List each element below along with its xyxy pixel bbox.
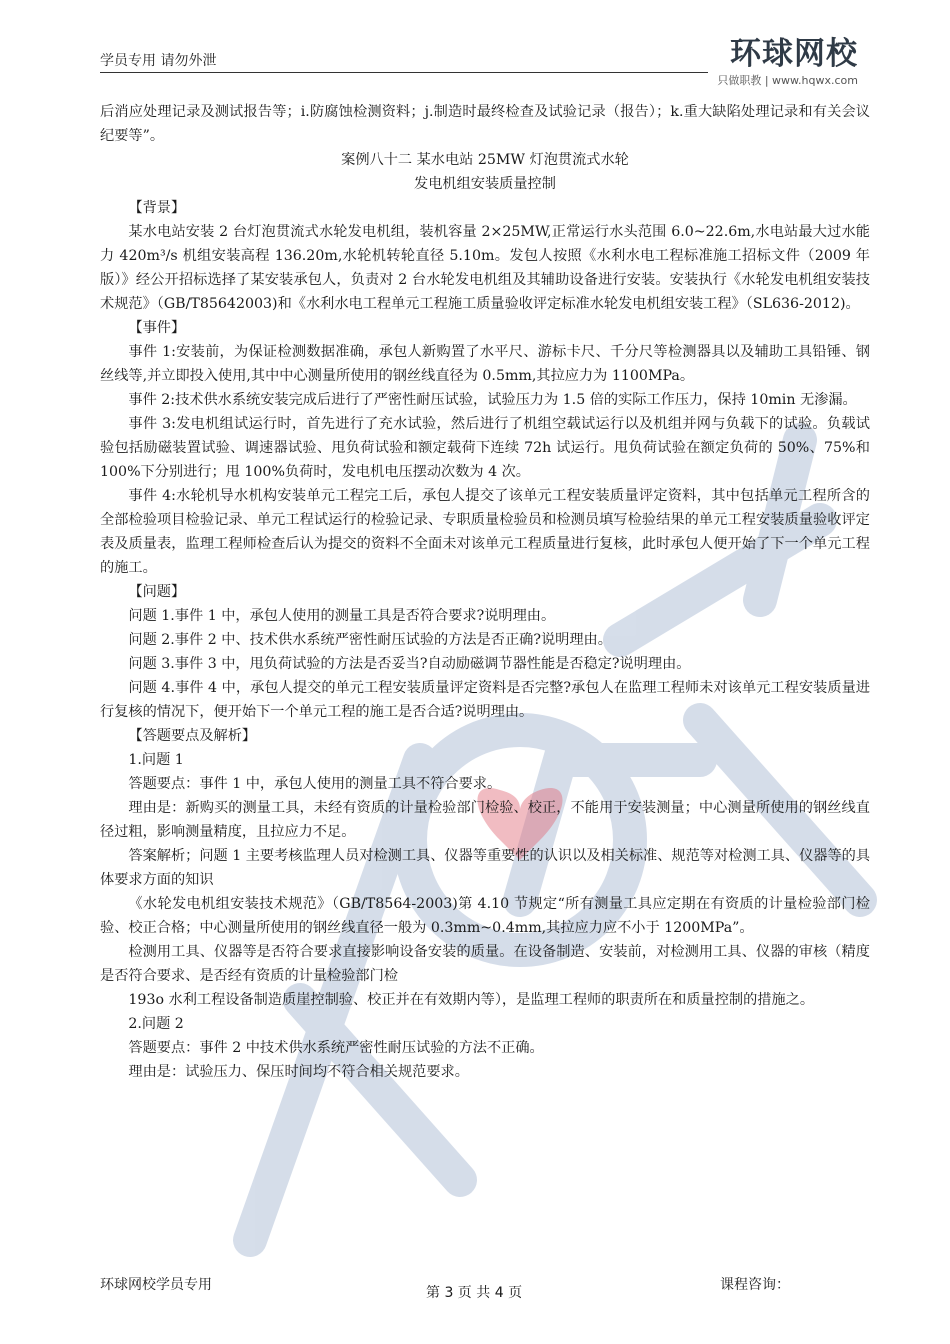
document-body — [100, 100, 870, 1084]
body-paragraph: 【问题】 — [128, 584, 186, 600]
page-number: 第 3 页 共 4 页 — [426, 1285, 523, 1301]
body-paragraph: 【背景】 — [128, 200, 186, 216]
body-paragraph: 答题要点：事件 2 中技术供水系统严密性耐压试验的方法不正确。 — [128, 1040, 544, 1056]
body-paragraph: 问题 1.事件 1 中，承包人使用的测量工具是否符合要求?说明理由。 — [128, 608, 556, 624]
footer-left-label: 环球网校学员专用 — [100, 1277, 212, 1293]
body-paragraph: 理由是：新购买的测量工具，未经有资质的计量检验部门检验、校正，不能用于安装测量；中心测量所使用的钢丝线直径过粗，影响测量精度，且拉应力不足。 — [100, 800, 870, 840]
body-paragraph: 【事件】 — [128, 320, 186, 336]
body-paragraph: 193o 水利工程设备制造质崖控制验、校正并在有效期内等），是监理工程师的职责所在和质量控制的措施之。 — [128, 992, 815, 1008]
body-paragraph: 检测用工具、仪器等是否符合要求直接影响设备安装的质量。在设备制造、安装前，对检测用工具、仪器的审核（精度是否符合要求、是否经有资质的计量检验部门检 — [100, 944, 870, 984]
case-title-line: 案例八十二 某水电站 25MW 灯泡贯流式水轮 — [341, 152, 629, 168]
body-paragraph: 答题要点：事件 1 中，承包人使用的测量工具不符合要求。 — [128, 776, 502, 792]
body-paragraph: 理由是：试验压力、保压时间均不符合相关规范要求。 — [128, 1064, 469, 1080]
header-confidential-label: 学员专用 请勿外泄 — [100, 53, 217, 69]
body-paragraph: 2.问题 2 — [128, 1016, 184, 1032]
body-paragraph: 问题 3.事件 3 中，甩负荷试验的方法是否妥当?自动励磁调节器性能是否稳定?说明理由。 — [128, 656, 691, 672]
body-paragraph: 事件 3:发电机组试运行时，首先进行了充水试验，然后进行了机组空载试运行以及机组并网与负载下的试验。负载试验包括励磁装置试验、调速器试验、甩负荷试验和额定载荷下连续 72h 试运行。甩负荷试验在额定负荷的 50%、75%和 100%下分别进行；甩 100%负荷时，发电机电压摆动次数为 4 次。 — [100, 416, 870, 480]
case-title-line: 发电机组安装质量控制 — [414, 176, 556, 192]
body-paragraph: 【答题要点及解析】 — [128, 728, 257, 744]
brand-logo — [690, 28, 858, 87]
body-paragraph: 1.问题 1 — [128, 752, 184, 768]
body-paragraph: 某水电站安装 2 台灯泡贯流式水轮发电机组，装机容量 2×25MW,正常运行水头范围 6.0~22.6m,水电站最大过水能力 420m³/s 机组安装高程 136.20m,水轮机转轮直径 5.10m。发包人按照《水利水电工程标准施工招标文件（2009 年版）》经公开招标选择了某安装承包人，负责对 2 台水轮发电机组及其辅助设备进行安装。安装执行《水轮发电机组安装技术规范》（GB/T85642003)和《水利水电工程单元工程施工质量验收评定标准水轮发电机组安装工程》（SL636-2012)。 — [100, 224, 870, 312]
footer-contact-label: 课程咨询： — [720, 1277, 790, 1293]
body-paragraph: 事件 1:安装前，为保证检测数据准确，承包人新购置了水平尺、游标卡尺、千分尺等检测器具以及辅助工具铅锤、钢丝线等,并立即投入使用,其中中心测量所使用的钢丝线直径为 0.5mm,其拉应力为 1100MPa。 — [100, 344, 870, 384]
page-header — [100, 28, 858, 87]
logo-text: 环球网校 — [730, 36, 858, 72]
page-footer — [100, 1274, 850, 1301]
body-paragraph: 答案解析；问题 1 主要考核监理人员对检测工具、仪器等重要性的认识以及相关标准、规范等对检测工具、仪器等的具体要求方面的知识 — [100, 848, 871, 888]
body-paragraph: 事件 2:技术供水系统安装完成后进行了严密性耐压试验，试验压力为 1.5 倍的实际工作压力，保持 10min 无渗漏。 — [128, 392, 857, 408]
logo-tagline: 只做职教 | www.hqwx.com — [717, 74, 858, 87]
header-divider — [100, 72, 708, 73]
body-paragraph: 后消应处理记录及测试报告等；i.防腐蚀检测资料；j.制造时最终检查及试验记录（报告）；k.重大缺陷处理记录和有关会议纪要等”。 — [100, 104, 870, 144]
body-paragraph: 问题 4.事件 4 中，承包人提交的单元工程安装质量评定资料是否完整?承包人在监理工程师未对该单元工程安装质量进行复核的情况下，便开始下一个单元工程的施工是否合适?说明理由。 — [100, 680, 870, 720]
body-paragraph: 问题 2.事件 2 中、技术供水系统严密性耐压试验的方法是否正确?说明理由。 — [128, 632, 612, 648]
body-paragraph: 事件 4:水轮机导水机构安装单元工程完工后，承包人提交了该单元工程安装质量评定资料，其中包括单元工程所含的全部检验项目检验记录、单元工程试运行的检验记录、专职质量检验员和检测员填写检验结果的单元工程安装质量验收评定表及质量表，监理工程师检查后认为提交的资料不全面未对该单元工程质量进行复核，此时承包人便开始了下一个单元工程的施工。 — [100, 488, 870, 576]
body-paragraph: 《水轮发电机组安装技术规范》（GB/T8564-2003)第 4.10 节规定“所有测量工具应定期在有资质的计量检验部门检验、校正合格；中心测量所使用的钢丝线直径一般为 0.3mm~0.4mm,其拉应力应不小于 1200MPa”。 — [100, 896, 870, 936]
